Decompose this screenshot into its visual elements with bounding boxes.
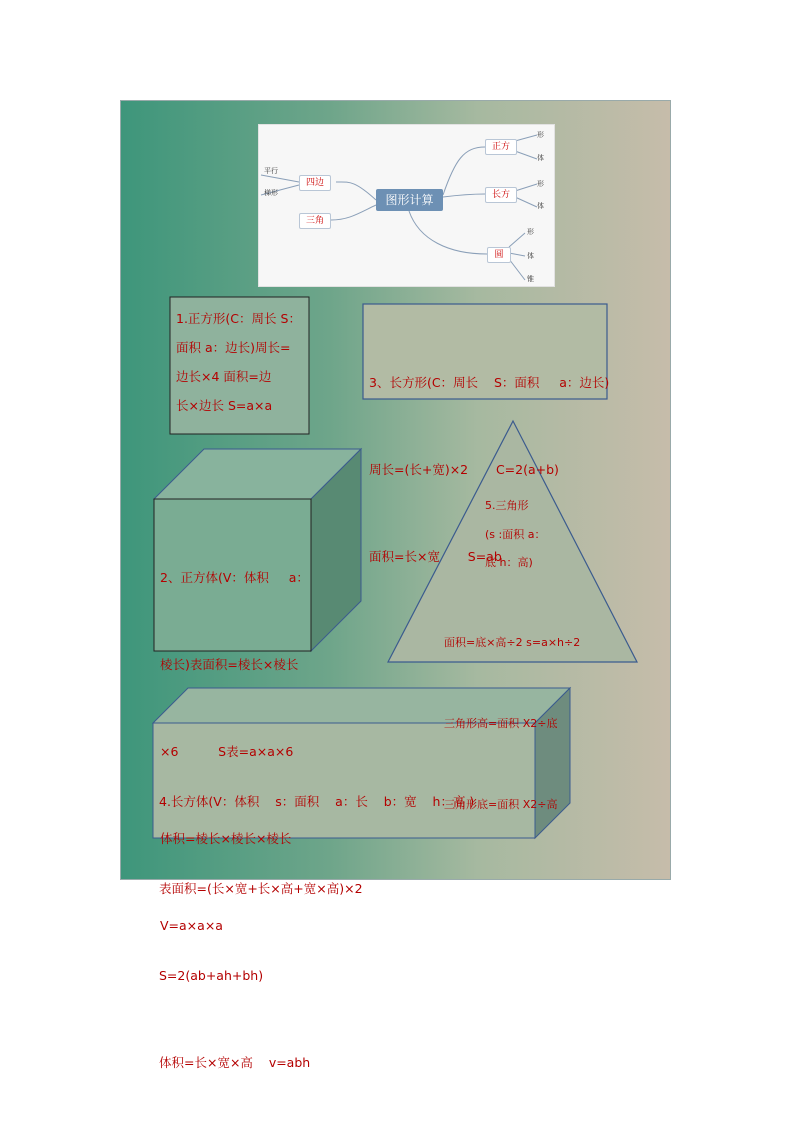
text-line: S=2(ab+ah+bh) [159, 968, 264, 983]
mind-map-node-triangle: 三角 [299, 213, 331, 229]
text-line: 5.三角形 [485, 499, 529, 512]
mind-map-leaf: 体 [537, 154, 544, 162]
text-line: 周长=(长+宽)×2 C=2(a+b) [369, 462, 559, 477]
mind-map-node-circle: 圆 [487, 247, 511, 263]
text-line: 4.长方体(V：体积 s：面积 a：长 b：宽 h：高 ) [159, 794, 475, 809]
mind-map-leaf-trapezoid: 梯形 [264, 189, 278, 197]
text-line: 三角形底=面积 X2÷高 [444, 798, 558, 811]
mind-map-leaf-parallel: 平行 [264, 167, 278, 175]
text-line: (s :面积 a： [485, 527, 546, 541]
text-line: 面积=长×宽 S=ab [369, 549, 502, 564]
mind-map-leaf: 形 [537, 180, 544, 188]
text-line: 棱长)表面积=棱长×棱长 [160, 657, 299, 672]
text-line: 表面积=(长×宽+长×高+宽×高)×2 [159, 881, 363, 896]
mind-map-node-square: 正方 [485, 139, 517, 155]
text-line: 长×边长 S=a×a [176, 398, 273, 413]
mind-map-node-rectangle: 长方 [485, 187, 517, 203]
text-line: 体积=棱长×棱长×棱长 [160, 831, 292, 846]
text-line: 底 h：高) [485, 556, 533, 569]
text-line: 2、正方体(V：体积 a： [160, 570, 309, 585]
text-line: 面积 a：边长)周长= [176, 340, 291, 355]
text-line: 边长×4 面积=边 [176, 369, 272, 384]
triangle-formula-text-top [485, 492, 545, 578]
square-formula-text [176, 304, 308, 420]
mind-map-center: 图形计算 [376, 189, 443, 211]
mind-map-leaf: 锥 [527, 275, 534, 283]
text-line: 3、长方形(C：周长 S：面积 a：边长) [369, 375, 610, 390]
text-line: V=a×a×a [160, 918, 223, 933]
text-line: 体积=长×宽×高 v=abh [159, 1055, 311, 1070]
text-line: 1.正方形(C：周长 S： [176, 311, 301, 326]
text-line: 面积=底×高÷2 s=a×h÷2 [444, 636, 581, 649]
mind-map-node-quadrilateral: 四边 [299, 175, 331, 191]
mind-map-leaf: 形 [537, 131, 544, 139]
mind-map-leaf: 体 [537, 202, 544, 210]
cuboid-formula-text [159, 729, 531, 1106]
text-line: ×6 S表=a×a×6 [160, 744, 294, 759]
mind-map-leaf: 形 [527, 228, 534, 236]
text-line: 三角形高=面积 X2÷底 [444, 717, 558, 730]
mind-map-leaf: 体 [527, 252, 534, 260]
